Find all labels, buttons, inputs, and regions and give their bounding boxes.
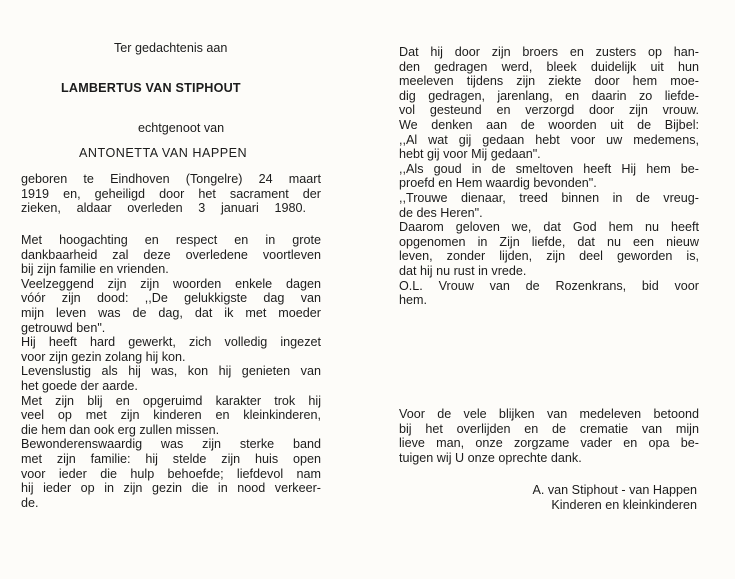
text-line: mijn leven was de dag, dat ik met moeder [21,305,321,320]
text-line: dankbaarheid zal deze overledene voortleven [21,247,321,262]
deceased-name: LAMBERTUS VAN STIPHOUT [61,81,241,95]
text-line: leven, zonder lijden, zijn deel geworden is, [399,249,699,264]
text-line: getrouwd ben". [21,320,106,335]
text-line: hem. [399,293,427,308]
text-line: ,,Als goud in de smeltoven heeft Hij hem be- [399,161,699,176]
bio-line: 1919 en, geheiligd door het sacrament der [21,186,321,201]
text-line: lieve man, onze zorgzame vader en opa be- [399,436,699,451]
bio-paragraph [21,172,321,216]
text-line: veel op met zijn kinderen en kleinkinderen, [21,408,321,423]
text-line: vóór zijn dood: ,,De gelukkigste dag van [21,291,321,306]
thanks-text [399,407,699,465]
text-line: Hij heeft hard gewerkt, zich volledig ingezet [21,335,321,350]
text-line: voor ieder die hulp behoefde; liefdevol nam [21,466,321,481]
text-line: dat hij nu rust in vrede. [399,263,527,278]
text-line: de. [21,495,39,510]
text-line: voor zijn gezin zolang hij kon. [21,349,186,364]
text-line: opgenomen in Zijn liefde, dat nu een nieuw [399,234,699,249]
text-line: de des Heren". [399,205,483,220]
text-line: Veelzeggend zijn zijn woorden enkele dagen [21,276,321,291]
text-line: den gedragen werd, bleek duidelijk uit hun [399,59,699,74]
text-line: vol gesteund en verzorgd door zijn vrouw. [399,103,699,118]
text-line: hij ieder op in zijn gezin die in nood verkeer- [21,481,321,496]
bio-line: geboren te Eindhoven (Tongelre) 24 maart [21,172,321,186]
text-line: ,,Al wat gij gedaan hebt voor uw medemens, [399,132,699,147]
signature-line: Kinderen en kleinkinderen [551,497,697,512]
text-line: O.L. Vrouw van de Rozenkrans, bid voor [399,278,699,293]
text-line: Levenslustig als hij was, kon hij genieten van [21,364,321,379]
text-line: Dat hij door zijn broers en zusters op han- [399,45,699,59]
text-line: We denken aan de woorden uit de Bijbel: [399,117,699,132]
spouse-name: ANTONETTA VAN HAPPEN [79,146,248,160]
text-line: bij het overlijden en de crematie van mijn [399,421,699,436]
text-line: Daarom geloven we, dat God hem nu heeft [399,220,699,235]
bio-line: zieken, aldaar overleden 3 januari 1980. [21,201,306,216]
text-line: hebt gij voor Mij gedaan". [399,147,541,162]
text-line: meeleven tijdens zijn ziekte door hem moe- [399,74,699,89]
text-line: Met hoogachting en respect en in grote [21,233,321,247]
text-line: tuigen wij U onze oprechte dank. [399,450,582,465]
signature-line: A. van Stiphout - van Happen [532,483,697,497]
signature-block [399,483,697,512]
text-line: bij zijn familie en vrienden. [21,262,169,277]
reflection-text [399,45,699,308]
text-line: proefd en Hem waardig bevonden". [399,176,597,191]
text-line: Met zijn blij en opgeruimd karakter trok hij [21,393,321,408]
text-line: ,,Trouwe dienaar, treed binnen in de vreug- [399,190,699,205]
tribute-text [21,233,321,510]
text-line: Bewonderenswaardig was zijn sterke band [21,437,321,452]
text-line: Voor de vele blijken van medeleven betoond [399,407,699,421]
relation-text: echtgenoot van [138,121,225,135]
text-line: die hem dan ook erg zullen missen. [21,422,220,437]
text-line: het goede der aarde. [21,378,138,393]
text-line: met zijn familie: hij stelde zijn huis open [21,451,321,466]
intro-text: Ter gedachtenis aan [114,41,228,55]
text-line: dig gedragen, jarenlang, en daarin zo liefde- [399,88,699,103]
